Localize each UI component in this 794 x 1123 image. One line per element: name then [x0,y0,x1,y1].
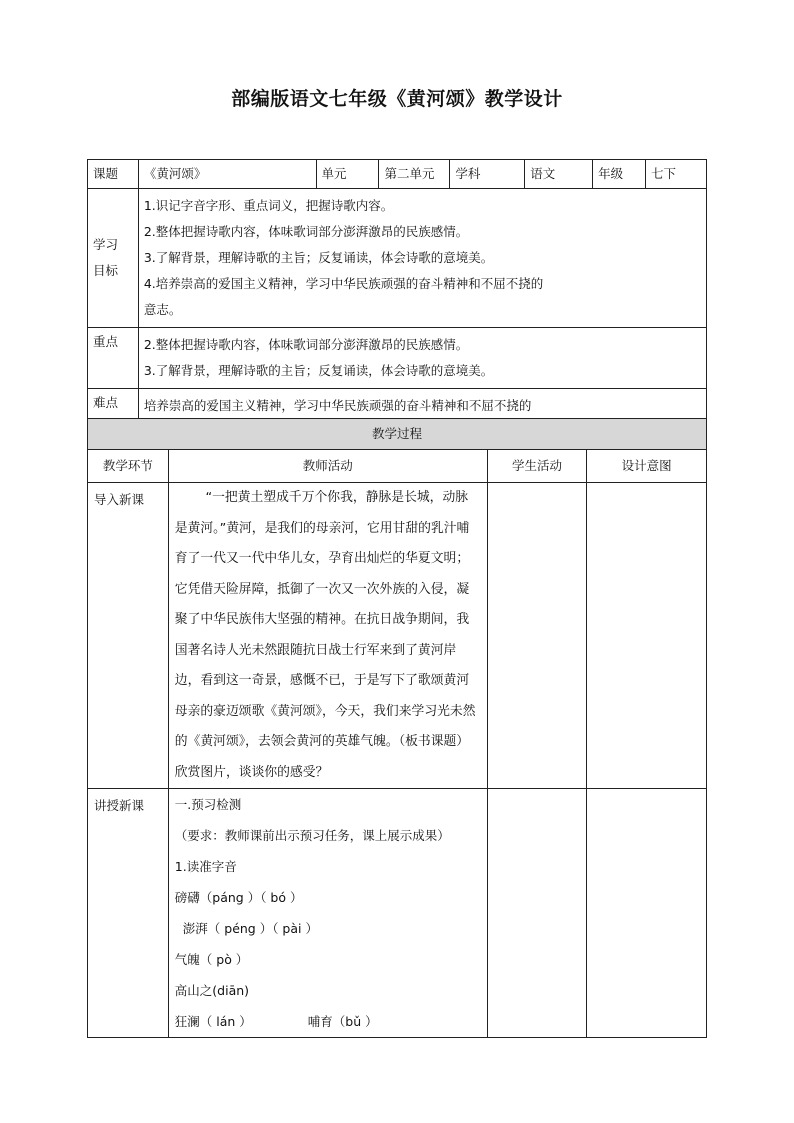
pronunciation-item: 哺育（bǔ ） [307,1014,378,1029]
header-stage: 教学环节 [88,450,169,483]
unit-label: 单元 [316,160,379,189]
lecture-intent-cell [587,789,707,1038]
course-info-table [87,159,707,450]
goal-item: 3.了解背景，理解诗歌的主旨；反复诵读，体会诗歌的意境美。 [143,250,494,265]
focus-item: 2.整体把握诗歌内容，体味歌词部分澎湃激昂的民族感情。 [143,337,469,352]
focus-list [138,328,706,389]
preview-requirement: （要求：教师课前出示预习任务，课上展示成果） [174,828,450,843]
header-teacher: 教师活动 [168,450,487,483]
difficulty-label: 难点 [88,389,139,450]
info-row-focus [88,328,707,389]
pronunciation-item: 高山之(diān) [174,983,250,998]
subject-value: 语文 [525,160,593,189]
info-row-goals [88,189,707,328]
intro-text: “一把黄土塑成千万个你我，静脉是长城，动脉是黄河。”黄河，是我们的母亲河，它用甘甜的乳汁哺育了一代又一代中华儿女，孕育出灿烂的华夏文明；它凭借天险屏障，抵御了一次又一次外族的入侵，凝聚了中华民族伟大坚强的精神。在抗日战争期间，我国著名诗人光未然跟随抗日战士行军来到了黄河岸边，看到这一奇景，感慨不已，于是写下了歌颂黄河母亲的豪迈颂歌《黄河颂》，今天，我们来学习光未然的《黄河颂》，去领会黄河的英雄气魄。（板书课题）欣赏图片，谈谈你的感受？ [168,483,487,789]
goal-item: 意志。 [143,302,182,317]
subject-label: 学科 [450,160,525,189]
intro-label: 导入新课 [88,483,169,789]
goals-list [138,189,706,328]
lecture-label: 讲授新课 [88,789,169,1038]
goals-label: 学习 目标 [88,189,139,328]
grade-label: 年级 [593,160,646,189]
process-header-row [88,450,707,483]
pronunciation-item: 狂澜（ lán ） [174,1014,252,1029]
pronunciation-item: 磅礴（páng ）（ bó ） [174,890,303,905]
lecture-content [168,789,487,1038]
preview-heading: 一.预习检测 [174,797,242,812]
pronunciation-heading: 1.读准字音 [174,859,237,874]
topic-label: 课题 [88,160,139,189]
goal-item: 4.培养崇高的爱国主义精神，学习中华民族顽强的奋斗精神和不屈不挠的 [143,276,544,291]
goal-item: 1.识记字音字形、重点词义，把握诗歌内容。 [143,198,394,213]
process-row-lecture [88,789,707,1038]
focus-label: 重点 [88,328,139,389]
header-intent: 设计意图 [587,450,707,483]
focus-item: 3.了解背景，理解诗歌的主旨；反复诵读，体会诗歌的意境美。 [143,363,494,378]
unit-value: 第二单元 [379,160,450,189]
topic-value: 《黄河颂》 [138,160,316,189]
pronunciation-item: 澎湃（ péng ）（ pài ） [182,921,318,936]
process-row-intro [88,483,707,789]
info-row-topic [88,160,707,189]
grade-value: 七下 [646,160,707,189]
intro-intent-cell [587,483,707,789]
document-title: 部编版语文七年级《黄河颂》教学设计 [231,88,563,110]
header-student: 学生活动 [487,450,587,483]
pronunciation-item: 气魄（ pò ） [174,952,249,967]
process-banner: 教学过程 [88,419,707,450]
pronunciation-item-pair [175,1006,481,1037]
goal-item: 2.整体把握诗歌内容，体味歌词部分澎湃激昂的民族感情。 [143,224,469,239]
lecture-student-cell [487,789,587,1038]
teaching-process-table [87,418,707,1038]
intro-student-cell [487,483,587,789]
difficulty-item: 培养崇高的爱国主义精神，学习中华民族顽强的奋斗精神和不屈不挠的 [143,398,532,413]
